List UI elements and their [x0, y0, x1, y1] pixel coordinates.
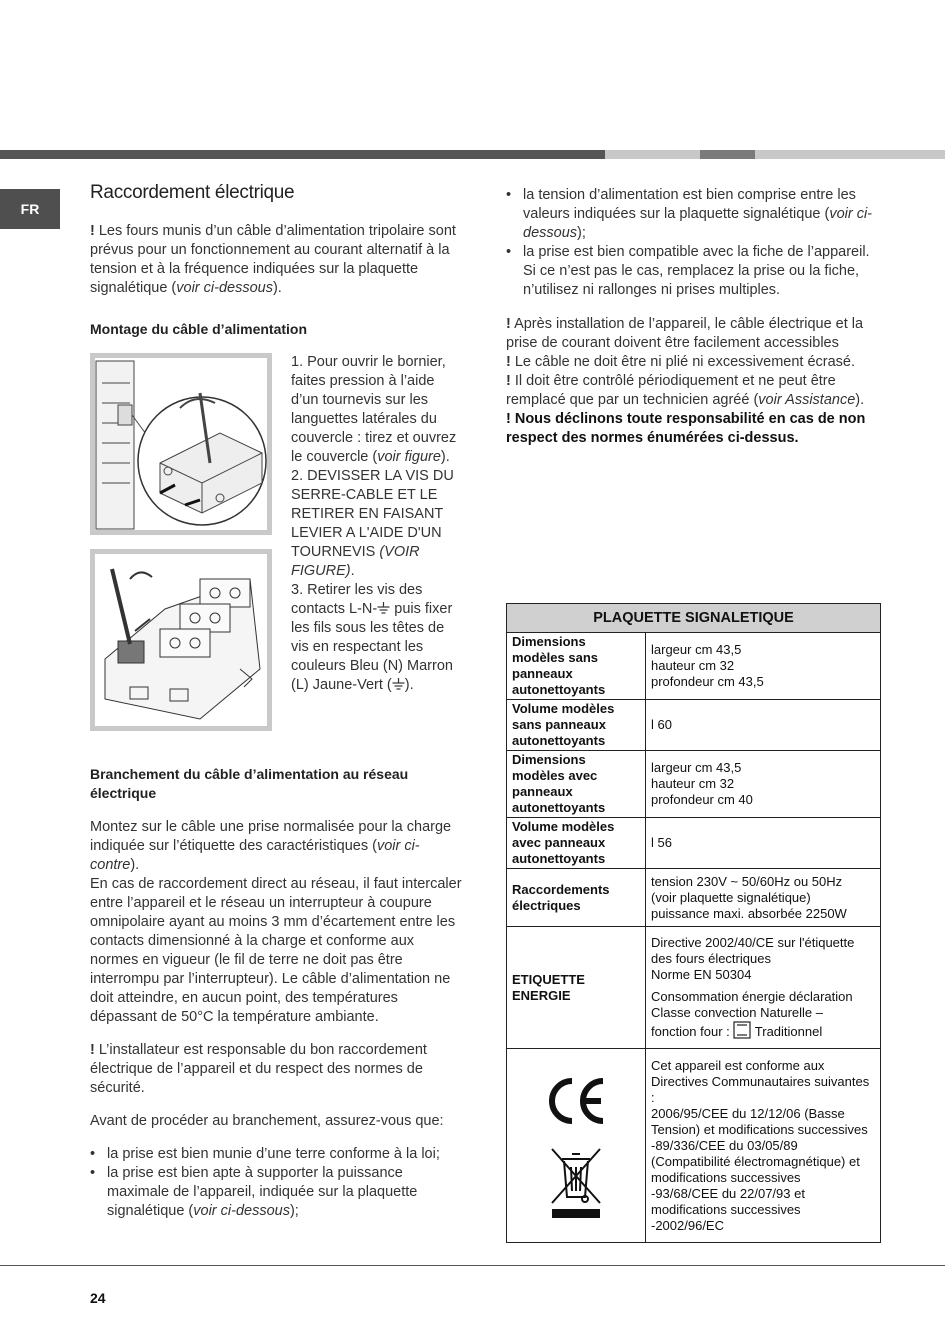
paragraph-before-connection: Avant de procéder au branchement, assurez-vous que:: [90, 1113, 444, 1129]
ground-symbol-icon: [377, 602, 390, 614]
table-row: Cet appareil est conforme aux Directives Communautaires suivantes : 2006/95/CEE du 12/12/06 (Basse Tension) et modifications successives -89/336/CEE du 03/05/89 (Compatibilité électromagnétique) et modifications successives -93/68/CEE du 22/07/93 et modifications successives -2002/96/EC: [507, 1049, 881, 1243]
list-item: • la prise est bien munie d’une terre conforme à la loi;: [90, 1145, 465, 1164]
table-header: PLAQUETTE SIGNALETIQUE: [507, 604, 881, 633]
footer-divider: [0, 1265, 945, 1266]
paragraph-installer: ! L’installateur est responsable du bon raccordement électrique de l’appareil et du respect des normes de sécurité.: [90, 1042, 427, 1096]
left-column: [90, 182, 465, 1221]
page-number: 24: [90, 1290, 106, 1306]
paragraph-direct-connection: En cas de raccordement direct au réseau, il faut intercaler entre l’appareil et le réseau un interrupteur à coupure omnipolaire ayant au moins 3 mm d’écartement entre les contacts dimensionné à la charge et conforme aux normes en vigueur (le fil de terre ne doit pas être interrompu par l’interrupteur). Le câble d’alimentation ne doit atteindre, en aucun point, des températures dépassant de 50°C la température ambiante.: [90, 876, 462, 1025]
ground-symbol-icon: [392, 678, 405, 690]
warning-not-bent: ! Le câble ne doit être ni plié ni excessivement écrasé.: [506, 354, 856, 370]
assembly-figure-section: [90, 353, 465, 741]
warning-mark: !: [90, 1042, 95, 1058]
top-bar-light: [605, 150, 700, 159]
intro-paragraph: ! Les fours munis d’un câble d’alimentation tripolaire sont prévus pour un fonctionnement au courant alternatif à la tension et à la fréquence indiquées sur la plaquette signalétique (voir ci-dessous).: [90, 223, 456, 296]
checklist-right: [506, 186, 881, 300]
list-item: • la prise est bien compatible avec la fiche de l’appareil. Si ce n’est pas le cas, remplacez la prise ou la fiche, n’utilisez ni rallonges ni prises multiples.: [506, 243, 881, 300]
terminal-box-figure-2: [90, 549, 272, 731]
ce-mark-icon: [541, 1071, 611, 1131]
table-row: Dimensions modèles avec panneaux autonettoyants largeur cm 43,5 hauteur cm 32 profondeur cm 40: [507, 751, 881, 818]
right-column: [506, 186, 881, 448]
top-bar-mid: [700, 150, 755, 159]
top-bar-dark: [0, 150, 605, 159]
warning-periodic-check: ! Il doit être contrôlé périodiquement et ne peut être remplacé que par un technicien agréé (voir Assistance).: [506, 373, 865, 408]
checklist-left: [90, 1145, 465, 1221]
list-item: • la tension d’alimentation est bien comprise entre les valeurs indiquées sur la plaquette signalétique (voir ci-dessous);: [506, 186, 881, 243]
rating-plate-table: [506, 603, 881, 1243]
oven-function-icon: [733, 1021, 751, 1039]
disclaimer: ! Nous déclinons toute responsabilité en cas de non respect des normes énumérées ci-dessus.: [506, 411, 866, 446]
warning-accessible: ! Après installation de l’appareil, le câble électrique et la prise de courant doivent être facilement accessibles: [506, 316, 864, 351]
table-row: Raccordements électriques tension 230V ~ 50/60Hz ou 50Hz (voir plaquette signalétique) puissance maxi. absorbée 2250W: [507, 869, 881, 927]
language-tab: FR: [0, 189, 60, 229]
warning-mark: !: [90, 223, 95, 239]
paragraph-plug: Montez sur le câble une prise normalisée pour la charge indiquée sur l’étiquette des caractéristiques (voir ci-contre).: [90, 819, 452, 873]
assembly-steps: [291, 353, 463, 695]
subheading-cable-assembly: Montage du câble d’alimentation: [90, 321, 308, 337]
table-row: Volume modèles sans panneaux autonettoyants l 60: [507, 700, 881, 751]
section-title: Raccordement électrique: [90, 182, 295, 203]
weee-bin-icon: [548, 1145, 604, 1221]
step-1: 1. Pour ouvrir le bornier, faites pression à l’aide d’un tournevis sur les languettes latérales du couvercle : tirez et ouvrez le couvercle (voir figure).: [291, 354, 457, 465]
table-row: ETIQUETTE ENERGIE Directive 2002/40/CE sur l'étiquette des fours électriques Norme EN 50304 Consommation énergie déclaration Classe convection Naturelle – fonction four : Traditionnel: [507, 927, 881, 1049]
subheading-network-connection: Branchement du câble d’alimentation au réseau électrique: [90, 766, 409, 801]
step-2: 2. DEVISSER LA VIS DU SERRE-CABLE ET LE RETIRER EN FAISANT LEVIER A L'AIDE D'UN TOURNEVIS (VOIR FIGURE).: [291, 468, 454, 579]
top-decorative-bar: [0, 150, 945, 159]
table-row: Dimensions modèles sans panneaux autonettoyants largeur cm 43,5 hauteur cm 32 profondeur cm 43,5: [507, 633, 881, 700]
table-row: Volume modèles avec panneaux autonettoyants l 56: [507, 818, 881, 869]
step-3: 3. Retirer les vis des contacts L-N- puis fixer les fils sous les têtes de vis en respectant les couleurs Bleu (N) Marron (L) Jaune-Vert ( ).: [291, 582, 453, 693]
list-item: • la prise est bien apte à supporter la puissance maximale de l’appareil, indiquée sur la plaquette signalétique (voir ci-dessous);: [90, 1164, 465, 1221]
terminal-box-figure-1: [90, 353, 272, 535]
top-bar-light-2: [755, 150, 945, 159]
